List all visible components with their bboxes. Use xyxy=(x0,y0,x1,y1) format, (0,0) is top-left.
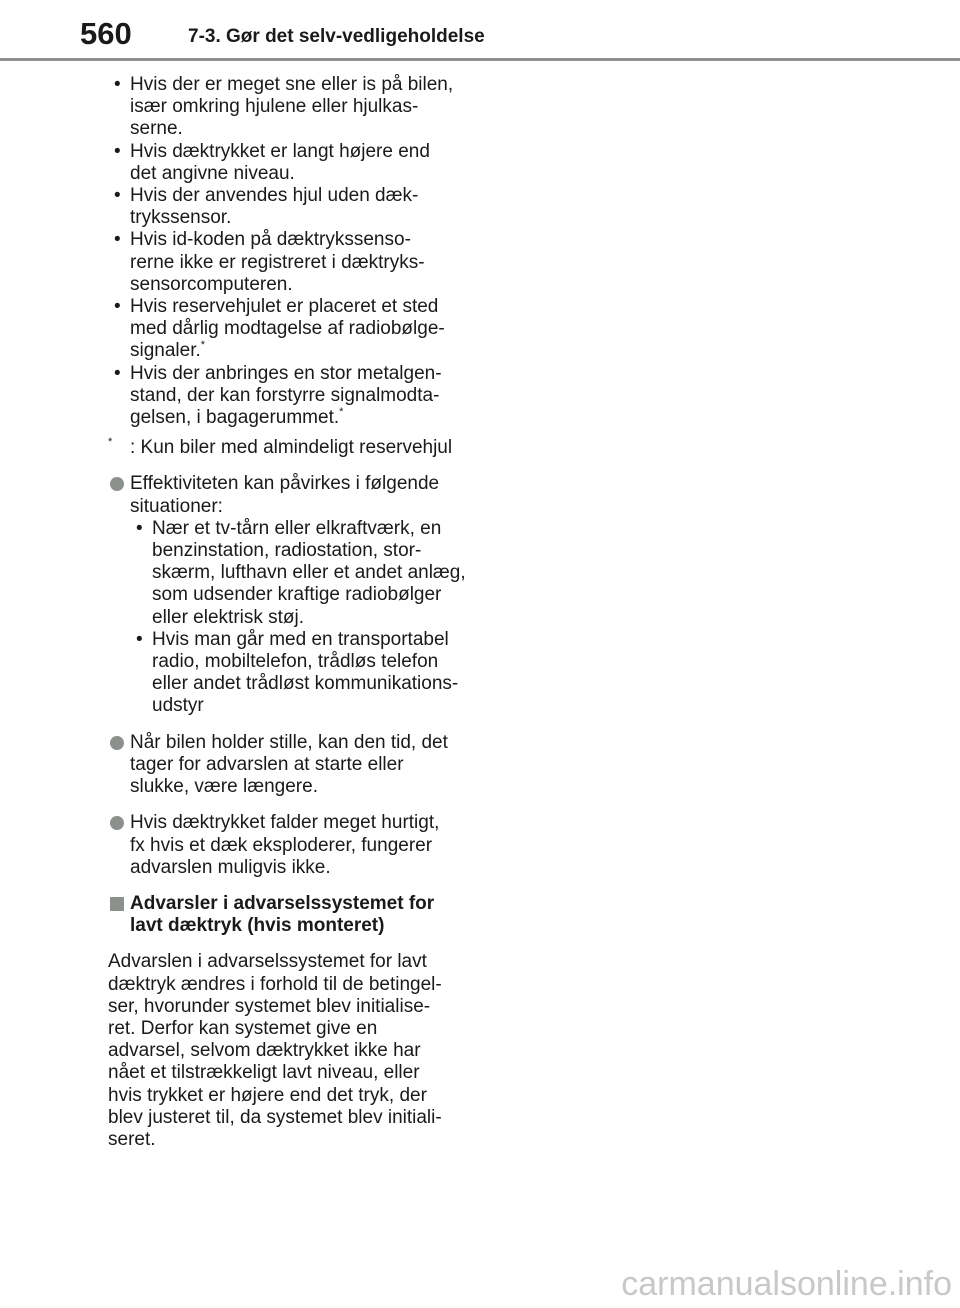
text-line: Hvis reservehjulet er placeret et sted xyxy=(130,296,439,318)
interference-list xyxy=(130,518,470,718)
list-item xyxy=(108,141,470,185)
text-line: Hvis man går med en transportabel xyxy=(152,628,449,650)
page-number: 560 xyxy=(80,16,132,51)
condition-list xyxy=(108,74,470,429)
text-line: slukke, være længere. xyxy=(130,776,318,798)
square-bullet-icon xyxy=(110,897,124,911)
footnote-ref: * xyxy=(339,406,344,419)
bullet-dot-icon: • xyxy=(136,628,143,650)
bullet-dot-icon: • xyxy=(114,185,121,207)
text-line: radio, mobiltelefon, trådløs telefon xyxy=(152,651,439,673)
list-item xyxy=(108,296,470,363)
text-line-with-ref xyxy=(130,340,470,362)
text-line: nået et tilstrækkeligt lavt niveau, eller xyxy=(108,1062,420,1084)
list-item xyxy=(130,629,470,718)
text-line: trykssensor. xyxy=(130,207,232,229)
list-item xyxy=(108,363,470,430)
page-content xyxy=(108,74,470,1151)
text-line: eller andet trådløst kommunikations- xyxy=(152,673,459,695)
text-line: signaler. xyxy=(130,340,201,362)
text-line: lavt dæktryk (hvis monteret) xyxy=(130,915,385,937)
text-line: med dårlig modtagelse af radiobølge- xyxy=(130,318,445,340)
text-line: Hvis dæktrykket er langt højere end xyxy=(130,140,430,162)
text-line: blev justeret til, da systemet blev initiali- xyxy=(108,1106,442,1128)
note-stationary xyxy=(108,732,470,799)
note-effectiveness xyxy=(108,473,470,717)
page-header xyxy=(0,0,960,64)
header-divider xyxy=(0,58,960,61)
bullet-dot-icon: • xyxy=(114,140,121,162)
text-line: dæktryk ændres i forhold til de betingel- xyxy=(108,973,442,995)
text-line: eller elektrisk støj. xyxy=(152,606,305,628)
text-line: skærm, lufthavn eller et andet anlæg, xyxy=(152,562,466,584)
section-title: 7-3. Gør det selv-vedligeholdelse xyxy=(188,26,485,47)
list-item xyxy=(130,518,470,629)
footnote xyxy=(108,437,470,459)
note-stationary-text xyxy=(130,732,470,799)
subsection-heading xyxy=(108,893,470,937)
list-item xyxy=(108,229,470,296)
bullet-dot-icon: • xyxy=(114,362,121,384)
text-line: Hvis dæktrykket falder meget hurtigt, xyxy=(130,812,440,834)
text-line: advarslen muligvis ikke. xyxy=(130,856,331,878)
text-line: sensorcomputeren. xyxy=(130,273,293,295)
text-line: ret. Derfor kan systemet give en xyxy=(108,1017,378,1039)
circle-bullet-icon xyxy=(110,816,124,830)
text-line: advarsel, selvom dæktrykket ikke har xyxy=(108,1040,421,1062)
text-line: Hvis der anbringes en stor metalgen- xyxy=(130,362,442,384)
text-line: tager for advarslen at starte eller xyxy=(130,753,404,775)
text-line: Hvis id-koden på dæktrykssenso- xyxy=(130,229,411,251)
text-line: udstyr xyxy=(152,695,204,717)
note-effectiveness-text xyxy=(130,473,470,517)
body-paragraph xyxy=(108,951,470,1151)
text-line: Advarslen i advarselssystemet for lavt xyxy=(108,951,427,973)
text-line: rerne ikke er registreret i dæktryks- xyxy=(130,251,425,273)
text-line: Når bilen holder stille, kan den tid, det xyxy=(130,731,448,753)
text-line: især omkring hjulene eller hjulkas- xyxy=(130,96,419,118)
text-line: situationer: xyxy=(130,495,223,517)
circle-bullet-icon xyxy=(110,736,124,750)
list-item xyxy=(108,74,470,141)
list-item xyxy=(108,185,470,229)
text-line: ser, hvorunder systemet blev initialise- xyxy=(108,995,431,1017)
subsection-heading-text xyxy=(130,893,470,937)
text-line-with-ref xyxy=(130,407,470,429)
bullet-dot-icon: • xyxy=(114,296,121,318)
text-line: det angivne niveau. xyxy=(130,162,295,184)
bullet-dot-icon: • xyxy=(114,229,121,251)
watermark: carmanualsonline.info xyxy=(621,1265,952,1303)
text-line: benzinstation, radiostation, stor- xyxy=(152,540,422,562)
text-line: hvis trykket er højere end det tryk, der xyxy=(108,1084,427,1106)
footnote-ref: * xyxy=(200,339,206,352)
text-line: Advarsler i advarselssystemet for xyxy=(130,892,435,914)
text-line: fx hvis et dæk eksploderer, fungerer xyxy=(130,834,433,856)
note-rapid-drop xyxy=(108,812,470,879)
footnote-mark: * xyxy=(108,436,113,449)
text-line: serne. xyxy=(130,118,183,140)
circle-bullet-icon xyxy=(110,477,124,491)
bullet-dot-icon: • xyxy=(136,517,143,539)
bullet-dot-icon: • xyxy=(114,74,121,95)
text-line: stand, der kan forstyrre signalmodta- xyxy=(130,384,440,406)
text-line: Effektiviteten kan påvirkes i følgende xyxy=(130,473,440,495)
text-line: Nær et tv-tårn eller elkraftværk, en xyxy=(152,517,442,539)
text-line: Hvis der er meget sne eller is på bilen, xyxy=(130,74,454,95)
note-rapid-drop-text xyxy=(130,812,470,879)
text-line: seret. xyxy=(108,1128,156,1150)
text-line: som udsender kraftige radiobølger xyxy=(152,584,442,606)
text-line: Hvis der anvendes hjul uden dæk- xyxy=(130,185,419,207)
footnote-text: : Kun biler med almindeligt reservehjul xyxy=(130,437,453,459)
text-line: gelsen, i bagagerummet. xyxy=(130,407,340,429)
